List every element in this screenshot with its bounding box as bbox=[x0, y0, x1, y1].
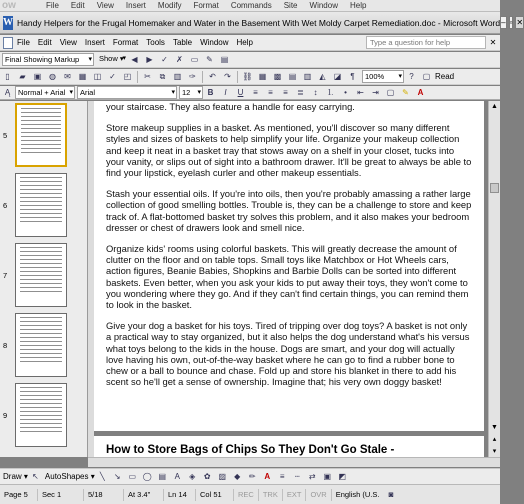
maximize-button[interactable]: ▫ bbox=[509, 18, 513, 27]
next-page-icon[interactable]: ▾ bbox=[492, 448, 497, 455]
paragraph[interactable]: Organize kids' rooms using colorful baskets. This will greatly decrease the amount of clutter on the floor and on table tops. Small toys like Matchbox or Hot Wheels cars, action figures, Beanie Babies, Shopkins and Barbie Dolls can be sorted into different baskets. Even better, when you ask your kids to put away their toys, they won't come to you wondering where they go. And if they can't find certain things, you can remind them to look in the basket. bbox=[106, 243, 469, 311]
reviewing-pane-icon[interactable]: ▤ bbox=[220, 55, 229, 64]
document-area[interactable] bbox=[94, 101, 488, 457]
menu-edit[interactable]: Edit bbox=[37, 38, 52, 47]
status-rec[interactable]: REC bbox=[234, 489, 259, 501]
system-menubar bbox=[0, 0, 500, 12]
drawing-toolbar bbox=[0, 468, 500, 484]
paragraph[interactable]: your staircase. They also feature a handle for easy carrying. bbox=[106, 101, 355, 112]
app-logo: ow bbox=[2, 0, 16, 11]
redo-icon[interactable]: ↷ bbox=[224, 72, 231, 81]
menu-window[interactable]: Window bbox=[200, 38, 229, 47]
shadow-icon[interactable]: ▣ bbox=[323, 472, 332, 481]
thumbnail-page[interactable] bbox=[15, 313, 67, 377]
underline-icon[interactable]: U bbox=[237, 88, 244, 97]
menu-tools[interactable]: Tools bbox=[146, 38, 165, 47]
line-spacing-icon[interactable]: ↕ bbox=[313, 88, 318, 97]
format-painter-icon[interactable]: ✑ bbox=[189, 72, 196, 81]
previous-page-icon[interactable]: ▴ bbox=[492, 436, 497, 443]
scrollbar-thumb[interactable] bbox=[490, 183, 499, 193]
font-size-select[interactable]: 12 ▾ bbox=[179, 86, 203, 99]
align-left-icon[interactable]: ≡ bbox=[253, 88, 258, 97]
zoom-select[interactable]: 100% ▾ bbox=[362, 70, 404, 83]
undo-icon[interactable]: ↶ bbox=[209, 72, 216, 81]
formatting-toolbar bbox=[0, 86, 500, 100]
select-objects-icon[interactable]: ↖ bbox=[32, 472, 39, 481]
columns-icon[interactable]: ▥ bbox=[303, 72, 312, 81]
sys-menu-window[interactable]: Window bbox=[309, 1, 338, 10]
arrow-icon[interactable]: ↘ bbox=[113, 472, 121, 481]
line-icon[interactable]: ╲ bbox=[99, 472, 105, 481]
italic-icon[interactable]: I bbox=[224, 88, 227, 97]
paste-icon[interactable]: ▥ bbox=[173, 72, 182, 81]
show-hide-icon[interactable]: ¶ bbox=[350, 72, 355, 81]
thumb-page-number: 5 bbox=[3, 131, 8, 140]
menu-insert[interactable]: Insert bbox=[84, 38, 105, 47]
cut-icon[interactable]: ✂ bbox=[144, 72, 151, 81]
menu-help[interactable]: Help bbox=[236, 38, 253, 47]
rectangle-icon[interactable]: ▭ bbox=[128, 472, 137, 481]
accept-change-icon[interactable]: ✓ bbox=[161, 55, 168, 64]
thumbnail-page[interactable] bbox=[15, 103, 67, 167]
status-ovr[interactable]: OVR bbox=[306, 489, 331, 501]
document-icon[interactable] bbox=[3, 37, 13, 49]
read-icon[interactable]: ▢ bbox=[422, 72, 431, 81]
status-page: Page 5 bbox=[0, 489, 38, 501]
draw-menu-button[interactable]: Draw ▾ bbox=[3, 472, 28, 481]
copy-icon[interactable]: ⧉ bbox=[159, 71, 166, 81]
clipart-icon[interactable]: ✿ bbox=[203, 472, 211, 481]
outside-border-icon[interactable]: ▢ bbox=[386, 88, 395, 97]
arrow-style-icon[interactable]: ⇄ bbox=[308, 472, 316, 481]
hyperlink-icon[interactable]: ⛓ bbox=[242, 72, 253, 81]
justify-icon[interactable]: ≣ bbox=[297, 88, 304, 97]
status-section: Sec 1 bbox=[38, 489, 84, 501]
drawing-icon[interactable]: ◭ bbox=[319, 72, 326, 81]
sys-menu-view[interactable]: View bbox=[96, 1, 114, 10]
status-at: At 3.4" bbox=[124, 489, 164, 501]
menu-format[interactable]: Format bbox=[112, 38, 139, 47]
status-line: Ln 14 bbox=[164, 489, 196, 501]
close-window-button[interactable]: ✕ bbox=[516, 18, 524, 27]
bold-icon[interactable]: B bbox=[207, 88, 214, 97]
thumb-page-number: 7 bbox=[3, 271, 8, 280]
sys-menu-commands[interactable]: Commands bbox=[230, 1, 272, 10]
reviewing-toolbar bbox=[0, 52, 500, 68]
status-column: Col 51 bbox=[196, 489, 234, 501]
thumb-page-number: 8 bbox=[3, 341, 8, 350]
scroll-up-icon[interactable]: ▲ bbox=[491, 103, 498, 110]
highlight-icon[interactable]: ✎ bbox=[402, 88, 409, 97]
line-color-icon[interactable]: ✏ bbox=[248, 472, 256, 481]
increase-indent-icon[interactable]: ⇥ bbox=[372, 88, 379, 97]
align-center-icon[interactable]: ≡ bbox=[268, 88, 273, 97]
sys-menu-insert[interactable]: Insert bbox=[125, 1, 146, 10]
help-icon[interactable]: ? bbox=[409, 72, 414, 81]
menu-table[interactable]: Table bbox=[172, 38, 193, 47]
menubar bbox=[0, 35, 500, 51]
dash-style-icon[interactable]: ┄ bbox=[294, 472, 300, 481]
picture-icon[interactable]: ▨ bbox=[218, 472, 227, 481]
sys-menu-format[interactable]: Format bbox=[193, 1, 219, 10]
align-right-icon[interactable]: ≡ bbox=[283, 88, 288, 97]
styles-pane-icon[interactable]: Ą bbox=[4, 88, 11, 97]
oval-icon[interactable]: ◯ bbox=[142, 472, 152, 481]
markup-view-select[interactable]: Final Showing Markup ▾ bbox=[2, 53, 94, 66]
spelling-status-icon[interactable]: ◙ bbox=[388, 490, 394, 499]
track-changes-icon[interactable]: ✎ bbox=[206, 55, 213, 64]
thumb-page-number: 6 bbox=[3, 201, 8, 210]
status-language: English (U.S. bbox=[335, 489, 380, 499]
print-preview-icon[interactable]: ◫ bbox=[93, 72, 102, 81]
document-page[interactable] bbox=[94, 101, 484, 431]
word-app-icon: W bbox=[3, 16, 13, 28]
status-pages: 5/18 bbox=[84, 489, 124, 501]
insert-table-icon[interactable]: ▩ bbox=[273, 72, 282, 81]
status-bar bbox=[0, 484, 500, 504]
sys-menu-edit[interactable]: Edit bbox=[70, 1, 85, 10]
sys-menu-help[interactable]: Help bbox=[349, 1, 367, 10]
window-title: Handy Helpers for the Frugal Homemaker and Water in the Basement With Wet Moldy Carpet Remediation.doc - Microsoft Word bbox=[17, 17, 501, 28]
help-search-input[interactable]: Type a question for help bbox=[366, 36, 486, 49]
style-select[interactable]: Normal + Arial ▾ bbox=[15, 86, 75, 99]
reject-change-icon[interactable]: ✗ bbox=[176, 55, 183, 64]
wordart-icon[interactable]: A bbox=[174, 472, 180, 481]
document-map-icon[interactable]: ◪ bbox=[333, 72, 342, 81]
font-color-icon[interactable]: A bbox=[417, 88, 424, 97]
new-comment-icon[interactable]: ▭ bbox=[190, 55, 199, 64]
fill-color-icon[interactable]: ◆ bbox=[234, 472, 241, 481]
thumb-page-number: 9 bbox=[3, 411, 8, 420]
bullets-icon[interactable]: • bbox=[344, 88, 347, 97]
line-style-icon[interactable]: ≡ bbox=[279, 472, 285, 481]
permission-icon[interactable]: ◍ bbox=[49, 72, 56, 81]
thumbnail-page[interactable] bbox=[15, 383, 67, 447]
draw-font-color-icon[interactable]: A bbox=[264, 472, 271, 481]
diagram-icon[interactable]: ◈ bbox=[189, 472, 196, 481]
next-change-icon[interactable]: ▶ bbox=[146, 55, 153, 64]
thumbnails-pane bbox=[0, 101, 88, 457]
sys-menu-file[interactable]: File bbox=[46, 1, 59, 10]
scroll-down-icon[interactable]: ▼ bbox=[491, 424, 498, 431]
open-folder-icon[interactable]: ▰ bbox=[19, 72, 26, 81]
email-icon[interactable]: ✉ bbox=[64, 72, 71, 81]
insert-excel-icon[interactable]: ▤ bbox=[288, 72, 297, 81]
window-titlebar bbox=[0, 12, 524, 34]
sys-menu-site[interactable]: Site bbox=[283, 1, 298, 10]
numbering-icon[interactable]: ⒈ bbox=[326, 88, 335, 97]
paragraph[interactable]: Stash your essential oils. If you're into oils, then you're probably amassing a rather large collection of good smelling bottles. Trouble is, they can be a challenge to store and keep track of. A flat-bottomed basket try solves this problem, and it also makes your bedroom dresser or chest of drawers look and smell nice. bbox=[106, 188, 472, 233]
read-button[interactable]: Read bbox=[435, 72, 455, 81]
textbox-icon[interactable]: ▤ bbox=[158, 472, 167, 481]
paragraph[interactable]: Store makeup supplies in a basket. As mentioned, you'll discover so many different styles and sizes of baskets to help simplify your life. Organize your makeup collection and keep it neat in a basket tray that stows away on a shelf in your closet, tucks into your vanity, or slips out of sight into a bathroom drawer. It'll be great to always be able to find your lipstick, eyelash curler and other makeup essentials. bbox=[106, 122, 472, 179]
decrease-indent-icon[interactable]: ⇤ bbox=[357, 88, 364, 97]
minimize-button[interactable]: – bbox=[501, 18, 506, 27]
font-select[interactable]: Arial ▾ bbox=[77, 86, 177, 99]
standard-toolbar bbox=[0, 69, 500, 85]
thumbnail-page[interactable] bbox=[15, 173, 67, 237]
thumbnail-page[interactable] bbox=[15, 243, 67, 307]
sys-menu-modify[interactable]: Modify bbox=[157, 1, 182, 10]
save-icon[interactable]: ▣ bbox=[33, 72, 42, 81]
show-menu-button[interactable]: Show ▾ ▾ bbox=[97, 53, 127, 66]
tables-borders-icon[interactable]: ▦ bbox=[258, 72, 267, 81]
menu-file[interactable]: File bbox=[17, 38, 30, 47]
vertical-scrollbar[interactable] bbox=[488, 101, 500, 457]
close-doc-icon[interactable]: ✕ bbox=[489, 38, 497, 47]
research-icon[interactable]: ◰ bbox=[123, 72, 132, 81]
new-document-icon[interactable]: ▯ bbox=[5, 72, 10, 81]
menu-view[interactable]: View bbox=[59, 38, 77, 47]
previous-change-icon[interactable]: ◀ bbox=[131, 55, 138, 64]
3d-icon[interactable]: ◩ bbox=[338, 472, 347, 481]
print-icon[interactable]: ▦ bbox=[78, 72, 87, 81]
next-heading[interactable]: How to Store Bags of Chips So They Don't Go Stale - bbox=[106, 444, 395, 456]
horizontal-scrollbar[interactable] bbox=[88, 457, 500, 467]
autoshapes-menu-button[interactable]: AutoShapes ▾ bbox=[44, 472, 95, 481]
spelling-icon[interactable]: ✓ bbox=[109, 72, 116, 81]
status-ext[interactable]: EXT bbox=[283, 489, 307, 501]
status-trk[interactable]: TRK bbox=[259, 489, 283, 501]
paragraph[interactable]: Give your dog a basket for his toys. Tired of tripping over dog toys? A basket is not only a practical way to stay organized, but it also helps the dog understand what's his versus what toys belong to the kids in the house. Dogs are smart, and your dog will actually love having his own, out-of-the-way basket where he can go to find a rubber bone to chew or a ball to bounce and chase. Fold up and store his blanket in there to add his scent so he'll get a sense of ownership. Imagine that; his very own doggy basket! bbox=[106, 320, 470, 388]
